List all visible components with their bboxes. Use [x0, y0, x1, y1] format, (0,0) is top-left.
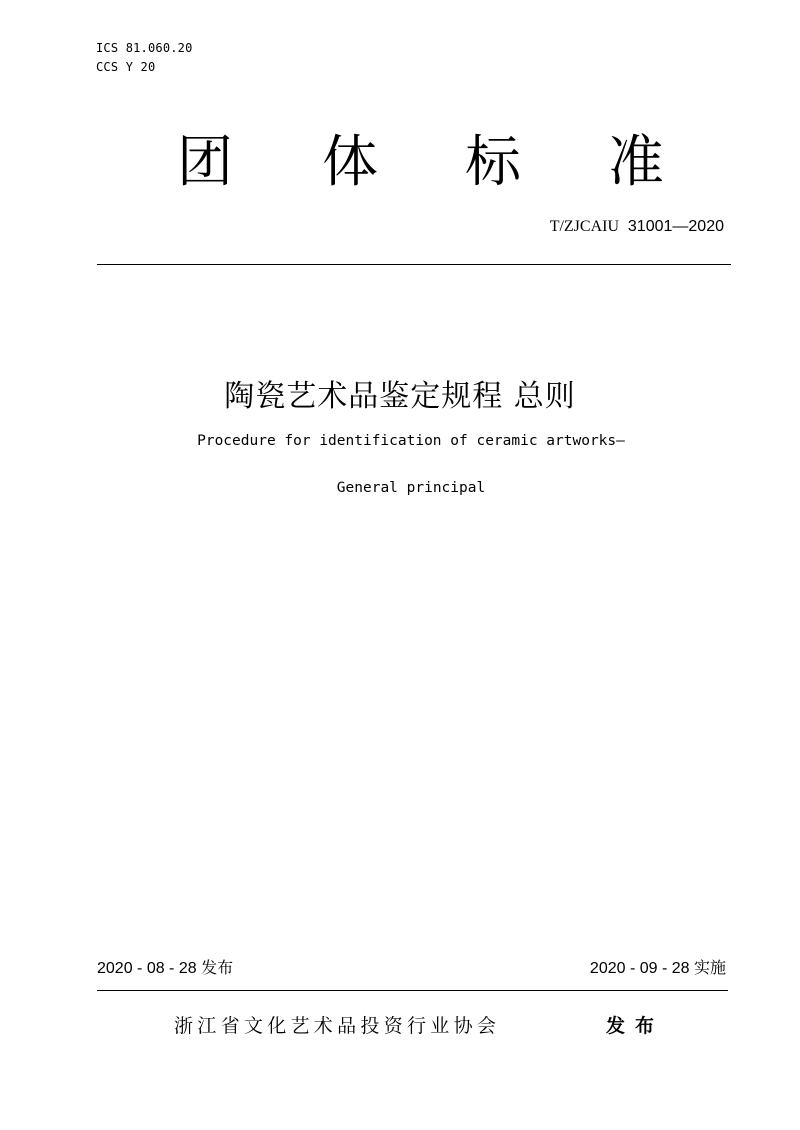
header-divider	[97, 264, 731, 265]
ccs-code: CCS Y 20	[96, 60, 156, 74]
standard-number-prefix: T/ZJCAIU	[549, 218, 620, 235]
title-english-line-2: General principal	[336, 480, 486, 496]
title-english-line-1: Procedure for identification of ceramic artworks—	[197, 433, 625, 449]
document-type-heading	[100, 128, 740, 198]
doc-type-char: 团	[177, 130, 233, 195]
standard-number-code: 31001—2020	[627, 218, 724, 235]
publisher-name: 浙江省文化艺术品投资行业协会	[174, 1015, 501, 1037]
implementation-date: 2020 - 09 - 28 实施	[589, 960, 726, 977]
issue-date: 2020 - 08 - 28 发布	[97, 960, 234, 977]
standard-number	[550, 217, 724, 237]
ics-code: ICS 81.060.20	[96, 41, 193, 55]
doc-type-char: 准	[608, 130, 664, 195]
title-chinese: 陶瓷艺术品鉴定规程 总则	[224, 379, 576, 414]
publish-label: 发布	[606, 1015, 665, 1037]
footer-divider	[97, 990, 728, 991]
doc-type-char: 标	[465, 130, 521, 195]
doc-type-char: 体	[322, 130, 378, 195]
